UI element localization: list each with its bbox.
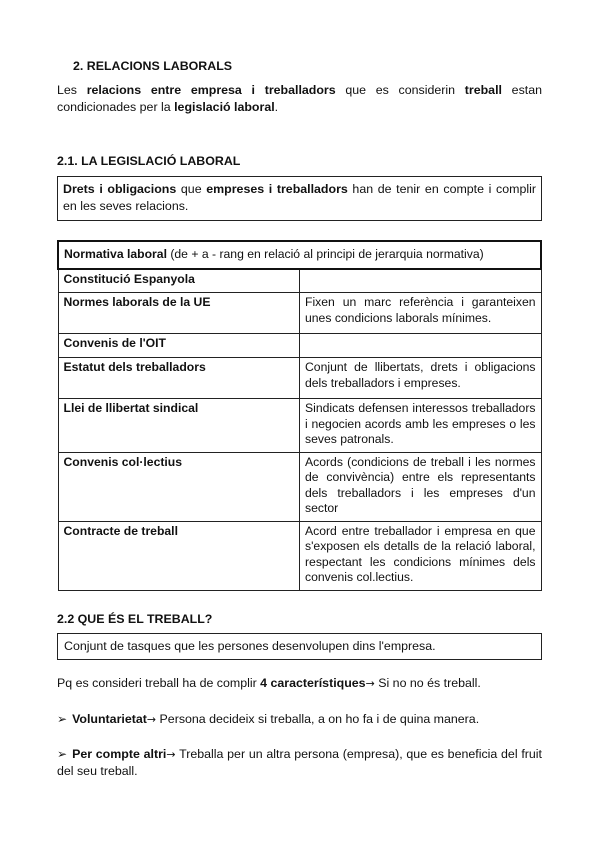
norm-description-cell <box>300 269 542 293</box>
caracteristiques-bold: 4 característiques <box>260 676 366 690</box>
norm-name-cell: Normes laborals de la UE <box>58 293 300 334</box>
section-2-2-heading: 2.2 QUE ÉS EL TREBALL? <box>57 612 213 626</box>
definition-box <box>57 176 542 221</box>
norm-description-cell: Acord entre treballador i empresa en que s'exposen els detalls de la relació laboral, respectant les condicions mínimes dels convenis col.lectius. <box>300 521 542 590</box>
bullet-term: Per compte altri <box>72 747 167 761</box>
table-row <box>58 521 541 590</box>
table-header-bold: Normativa laboral <box>64 247 167 261</box>
bullet-term: Voluntarietat <box>72 712 147 726</box>
table-header-cell <box>58 241 541 269</box>
norm-description-cell: Acords (condicions de treball i les normes de convivència) entre els representants dels treballadors i les empreses d'un sector <box>300 452 542 521</box>
bold-run: Drets i obligacions <box>63 182 177 196</box>
text-run: Les <box>57 83 87 97</box>
table-row <box>58 399 541 453</box>
text-run: que <box>176 182 207 196</box>
norm-name-cell: Llei de llibertat sindical <box>58 399 300 453</box>
caracteristiques-line <box>57 675 542 692</box>
bullet-text: Persona decideix si treballa, a on ho fa i de quina manera. <box>156 712 480 726</box>
norm-name-cell: Convenis col·lectius <box>58 452 300 521</box>
caracteristiques-pre: Pq es consideri treball ha de complir <box>57 676 261 690</box>
section-2-heading: 2. RELACIONS LABORALS <box>73 59 233 73</box>
norm-name-cell: Constitució Espanyola <box>58 269 300 293</box>
table-row <box>58 334 541 358</box>
table-header-row <box>58 241 541 269</box>
text-run: . <box>274 100 279 114</box>
table-row <box>58 293 541 334</box>
text-run: estan condicionades per la <box>57 83 542 114</box>
caracteristiques-post: Si no no és treball. <box>374 676 481 690</box>
norm-description-cell <box>300 334 542 358</box>
table-header-rest: (de + a - rang en relació al principi de jerarquia normativa) <box>166 247 484 261</box>
norm-description-cell: Fixen un marc referència i garanteixen unes condicions laborals mínimes. <box>300 293 542 334</box>
text-run: que es considerin <box>335 83 465 97</box>
arrow-icon: → <box>146 713 157 726</box>
table-row <box>58 269 541 293</box>
bold-run: relacions entre empresa i treballadors <box>86 83 336 97</box>
text-run: han de tenir en compte i complir en les seves relacions. <box>63 182 536 213</box>
arrowhead-bullet-icon: ➢ <box>57 747 68 761</box>
norm-description-cell: Sindicats defensen interessos treballadors i negocien acords amb les empreses o les seves patronals. <box>300 399 542 453</box>
arrow-icon: → <box>166 748 176 761</box>
bullet-voluntarietat <box>57 711 542 728</box>
bullet-text: Treballa per un altra persona (empresa), que es beneficia del fruit del seu treball. <box>57 747 542 778</box>
treball-definition-text: Conjunt de tasques que les persones desenvolupen dins l'empresa. <box>64 639 436 653</box>
arrow-icon: → <box>365 677 375 690</box>
bold-run: legislació laboral <box>174 100 275 114</box>
section-2-1-heading: 2.1. LA LEGISLACIÓ LABORAL <box>57 154 241 168</box>
normativa-table <box>57 240 542 591</box>
bullet-per-compte-altri <box>57 746 542 780</box>
treball-definition-box <box>57 633 542 660</box>
section-2-intro <box>57 82 542 116</box>
norm-description-cell: Conjunt de llibertats, drets i obligacions dels treballadors i empreses. <box>300 358 542 399</box>
norm-name-cell: Contracte de treball <box>58 521 300 590</box>
bold-run: treball <box>464 83 502 97</box>
bold-run: empreses i treballadors <box>206 182 348 196</box>
table-row <box>58 452 541 521</box>
table-row <box>58 358 541 399</box>
arrowhead-bullet-icon: ➢ <box>57 712 68 726</box>
norm-name-cell: Convenis de l'OIT <box>58 334 300 358</box>
norm-name-cell: Estatut dels treballadors <box>58 358 300 399</box>
